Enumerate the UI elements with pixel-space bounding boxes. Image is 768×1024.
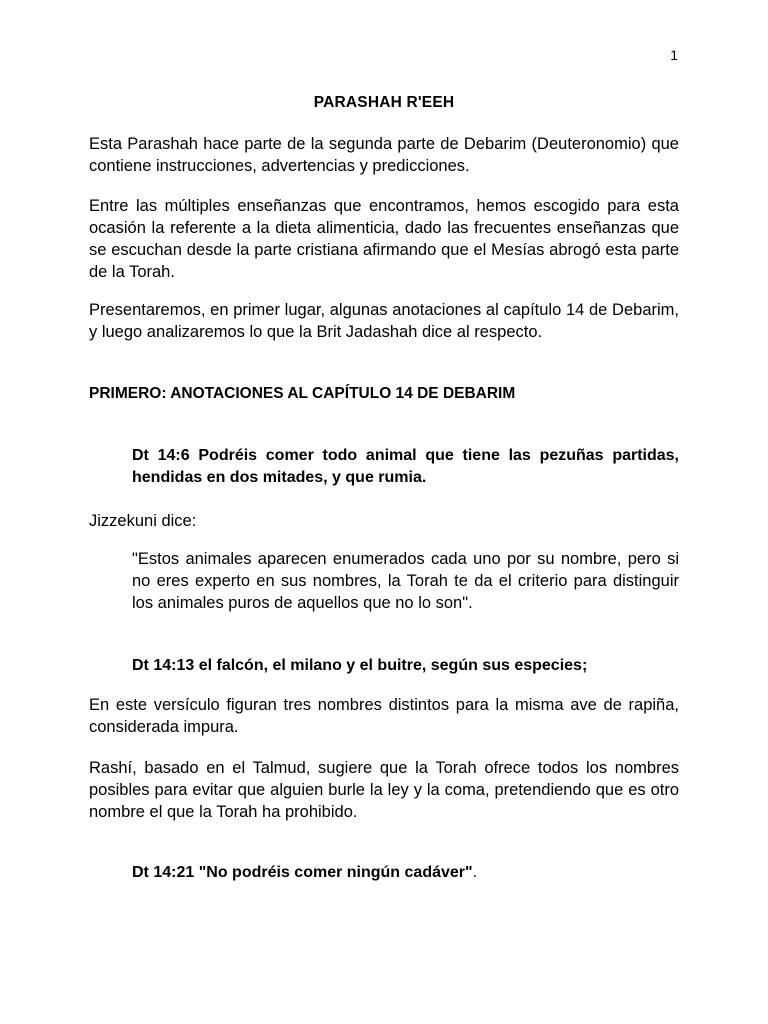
intro-paragraph-2: Entre las múltiples enseñanzas que encontramos, hemos escogido para esta ocasión la referente a la dieta alimenticia, dado las frecuentes enseñanzas que se escuchan desde la parte cristiana afirmando que el Mesías abrogó esta parte de la Torah. bbox=[89, 197, 679, 281]
verse-dt-14-21-period: . bbox=[472, 864, 478, 881]
verse-dt-14-21 bbox=[132, 862, 679, 884]
section-heading: PRIMERO: ANOTACIONES AL CAPÍTULO 14 DE DEBARIM bbox=[89, 385, 516, 402]
comment-paragraph-1: En este versículo figuran tres nombres distintos para la misma ave de rapiña, considerada impura. bbox=[89, 696, 679, 736]
verse-dt-14-13: Dt 14:13 el falcón, el milano y el buitre, según sus especies; bbox=[132, 657, 588, 674]
verse-dt-14-21-text: Dt 14:21 "No podréis comer ningún cadáver" bbox=[132, 864, 473, 881]
page-number: 1 bbox=[670, 47, 678, 63]
comment-paragraph-2: Rashí, basado en el Talmud, sugiere que la Torah ofrece todos los nombres posibles para evitar que alguien burle la ley y la coma, pretendiendo que es otro nombre el que la Torah ha prohibido. bbox=[89, 759, 679, 821]
jizzekuni-quote: "Estos animales aparecen enumerados cada uno por su nombre, pero si no eres experto en sus nombres, la Torah te da el criterio para distinguir los animales puros de aquellos que no lo son". bbox=[132, 550, 679, 612]
jizzekuni-intro: Jizzekuni dice: bbox=[89, 512, 197, 530]
verse-dt-14-6: Dt 14:6 Podréis comer todo animal que tiene las pezuñas partidas, hendidas en dos mitades, y que rumia. bbox=[132, 447, 679, 486]
intro-paragraph-1: Esta Parashah hace parte de la segunda parte de Debarim (Deuteronomio) que contiene instrucciones, advertencias y predicciones. bbox=[89, 135, 679, 175]
intro-paragraph-3: Presentaremos, en primer lugar, algunas anotaciones al capítulo 14 de Debarim, y luego analizaremos lo que la Brit Jadashah dice al respecto. bbox=[89, 301, 679, 341]
document-title: PARASHAH R'EEH bbox=[313, 94, 455, 111]
